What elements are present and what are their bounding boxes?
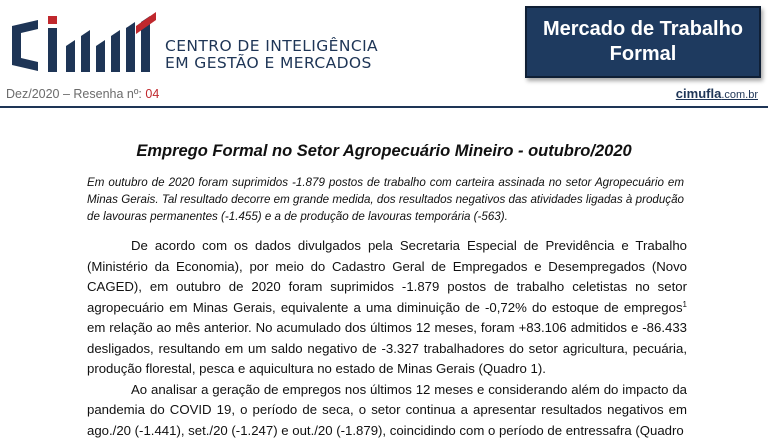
document-title: Emprego Formal no Setor Agropecuário Mineiro - outubro/2020 (0, 142, 768, 161)
section-title-line-1: Mercado de Trabalho (527, 17, 759, 42)
paragraph-1 (87, 236, 687, 380)
abstract: Em outubro de 2020 foram suprimidos -1.879 postos de trabalho com carteira assinada no setor Agropecuário em Minas Gerais. Tal resultado decorre em grande medida, dos resultados negativos das atividades ligadas à produção de lavouras permanentes (-1.455) e a de produção de lavouras temporária (-563). (87, 174, 684, 225)
logo-m-stroke-2 (81, 30, 90, 72)
brand-line-1: CENTRO DE INTELIGÊNCIA (165, 38, 378, 55)
website-name: cimufla (676, 86, 722, 101)
body-text (87, 236, 687, 441)
paragraph-1-part-a: De acordo com os dados divulgados pela Secretaria Especial de Previdência e Trabalho (Ministério da Economia), por meio do Cadastro Geral de Empregados e Desempregados (Novo CAGED), em outubro de 2020 foram suprimidos -1.879 postos de trabalho celetistas no setor agropecuário em Minas Gerais, equivalente a uma diminuição de -0,72% do estoque de empregos (87, 238, 687, 315)
issue-label: Dez/2020 – Resenha nº: (6, 87, 142, 101)
website-link[interactable] (676, 86, 758, 101)
logo-letter-i (48, 28, 57, 72)
issue-number: 04 (145, 87, 159, 101)
brand-name (165, 38, 378, 72)
brand-line-2: EM GESTÃO E MERCADOS (165, 55, 378, 72)
meta-bar (0, 84, 768, 108)
logo-m-stroke-3 (96, 40, 105, 72)
cimm-logo (8, 12, 158, 74)
paragraph-1-part-b: em relação ao mês anterior. No acumulado dos últimos 12 meses, foram +83.106 admitidos e -86.433 desligados, resultando em um saldo negativo de -3.327 trabalhadores do setor agricultura, pecuária, produção florestal, pesca e aquicultura no estado de Minas Gerais (Quadro 1). (87, 320, 687, 376)
section-title-line-2: Formal (527, 42, 759, 67)
section-title-box (525, 6, 761, 78)
logo-i-dot (48, 16, 57, 24)
logo-m-stroke-4 (111, 30, 120, 72)
website-tld: .com.br (721, 89, 758, 101)
footnote-ref[interactable]: 1 (683, 300, 687, 309)
issue-info (6, 87, 159, 101)
logo-m-stroke-5 (126, 22, 135, 72)
logo-m-stroke-1 (66, 40, 75, 72)
paragraph-2: Ao analisar a geração de empregos nos últimos 12 meses e considerando além do impacto da pandemia do COVID 19, o período de seca, o setor continua a apresentar resultados negativos em ago./20 (-1.441), set./20 (-1.247) e out./20 (-1.879), coincidindo com o período de entressafra (Quadro (87, 380, 687, 441)
logo-letter-c (12, 20, 38, 71)
